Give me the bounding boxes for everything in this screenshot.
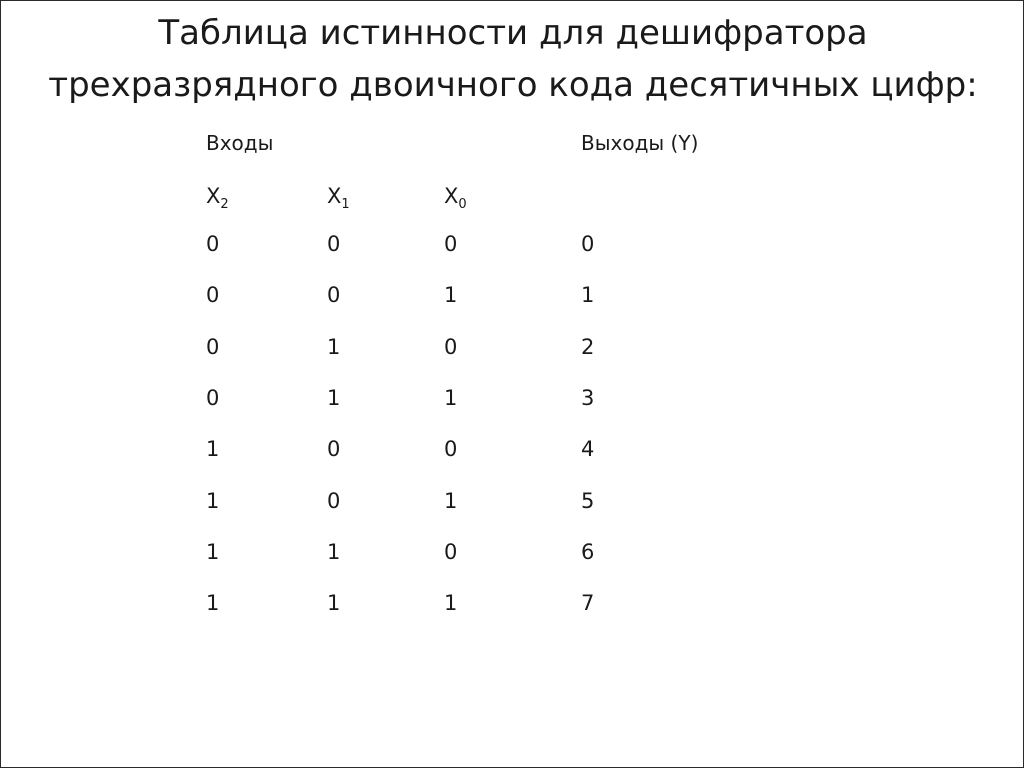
table-cell-y: 3 [581, 386, 595, 410]
title-line-2: трехразрядного двоичного кода десятичных цифр: [48, 65, 978, 105]
table-cell-x2: 0 [206, 232, 220, 256]
table-cell-x2: 0 [206, 335, 220, 359]
table-cell-x2: 0 [206, 386, 220, 410]
table-cell-y: 7 [581, 591, 595, 615]
table-cell-x1: 1 [327, 386, 341, 410]
table-cell-x0: 0 [444, 335, 458, 359]
table-cell-y: 0 [581, 232, 595, 256]
table-cell-x1: 0 [327, 489, 341, 513]
table-cell-x1: 0 [327, 283, 341, 307]
title-line-1: Таблица истинности для дешифратора [158, 13, 868, 53]
column-header-x1 [327, 183, 350, 213]
outputs-header: Выходы (Y) [581, 131, 699, 155]
table-cell-x0: 1 [444, 591, 458, 615]
slide-title [1, 7, 1024, 111]
column-header-x0-base: X [444, 184, 459, 208]
table-cell-x2: 1 [206, 489, 220, 513]
table-cell-x1: 1 [327, 540, 341, 564]
table-cell-y: 5 [581, 489, 595, 513]
table-cell-x2: 1 [206, 591, 220, 615]
column-header-x0-sub: 0 [458, 197, 467, 212]
inputs-header: Входы [206, 131, 274, 155]
table-cell-x1: 0 [327, 437, 341, 461]
table-cell-x2: 0 [206, 283, 220, 307]
table-cell-x2: 1 [206, 540, 220, 564]
table-cell-x0: 0 [444, 232, 458, 256]
table-cell-x0: 0 [444, 540, 458, 564]
table-cell-x2: 1 [206, 437, 220, 461]
column-header-x1-sub: 1 [341, 197, 350, 212]
table-cell-x0: 1 [444, 386, 458, 410]
table-cell-y: 2 [581, 335, 595, 359]
table-cell-x0: 0 [444, 437, 458, 461]
column-header-x2 [206, 183, 229, 213]
column-header-x2-base: X [206, 184, 221, 208]
table-cell-y: 1 [581, 283, 595, 307]
table-cell-y: 6 [581, 540, 595, 564]
table-cell-x1: 1 [327, 591, 341, 615]
table-cell-x1: 0 [327, 232, 341, 256]
column-header-x0 [444, 183, 467, 213]
table-cell-x0: 1 [444, 283, 458, 307]
column-header-x1-base: X [327, 184, 342, 208]
table-cell-x0: 1 [444, 489, 458, 513]
column-header-x2-sub: 2 [220, 197, 229, 212]
table-cell-y: 4 [581, 437, 595, 461]
table-cell-x1: 1 [327, 335, 341, 359]
